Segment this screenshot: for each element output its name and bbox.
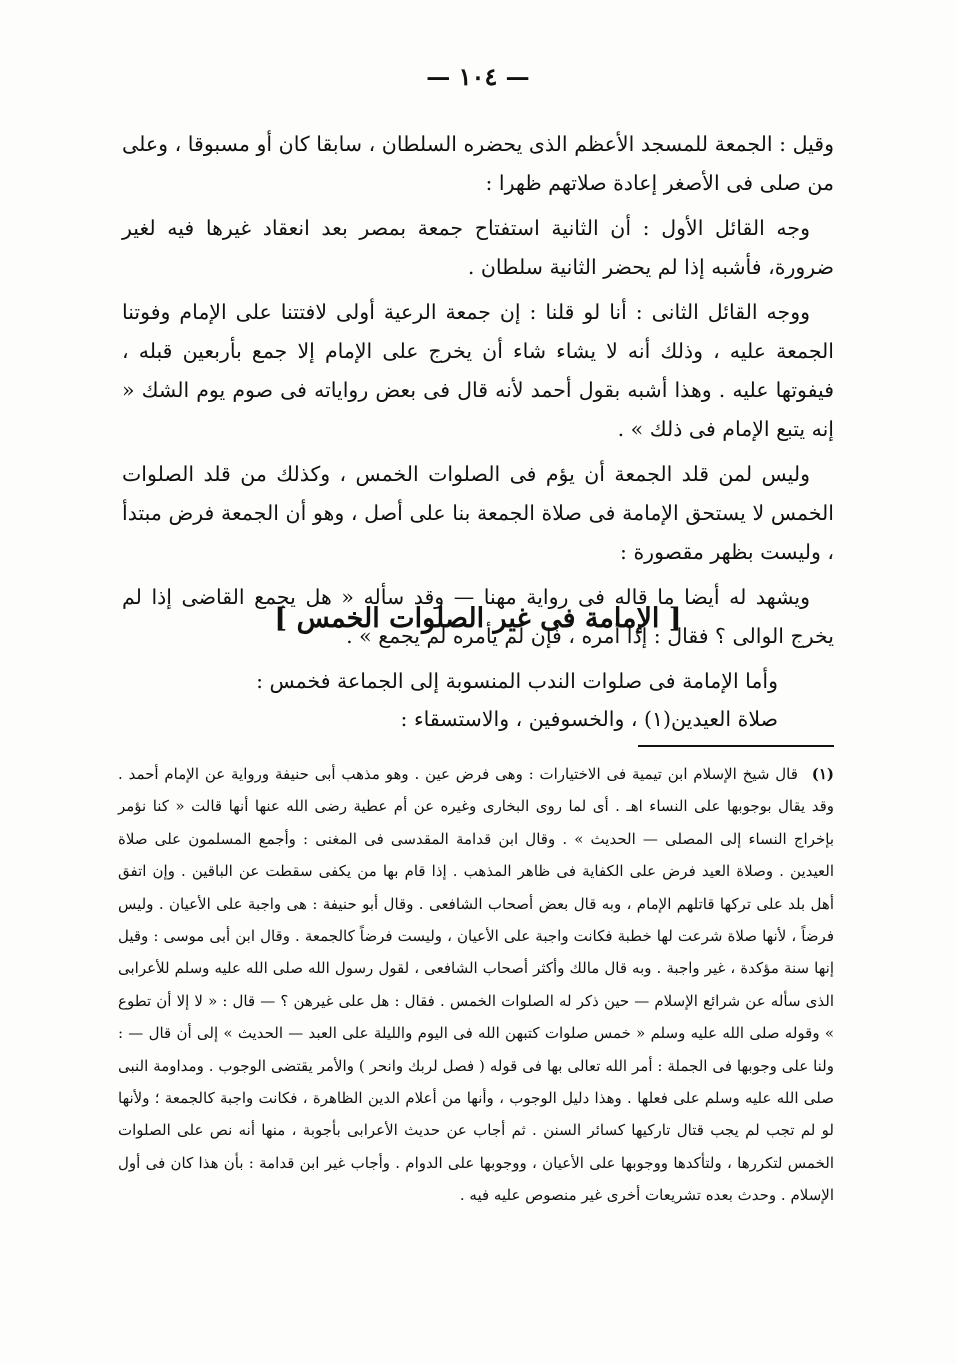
- paragraph: ووجه القائل الثانى : أنا لو قلنا : إن جمعة الرعية أولى لافتتنا على الإمام وفوتنا الجمعة عليه ، وذلك أنه لا يشاء شاء أن يخرج على الإمام إلا جمع بأربعين قبله ، فيفوتها عليه . وهذا أشبه بقول أحمد لأنه قال فى بعض رواياته فى صوم يوم الشك « إنه يتبع الإمام فى ذلك » .: [122, 300, 834, 441]
- section-line: وأما الإمامة فى صلوات الندب المنسوبة إلى الجماعة فخمس :: [256, 669, 778, 693]
- paragraph: وجه القائل الأول : أن الثانية استفتاح جمعة بمصر بعد انعقاد غيرها فيه لغير ضرورة، فأشبه إذا لم يحضر الثانية سلطان .: [122, 216, 834, 279]
- section-body: [122, 662, 778, 738]
- section-line: صلاة العيدين(١) ، والخسوفين ، والاستسقاء :: [400, 707, 778, 731]
- main-text: [122, 125, 834, 662]
- section-heading: [ الإمامة فى غير الصلوات الخمس ]: [274, 603, 682, 634]
- paragraph: وليس لمن قلد الجمعة أن يؤم فى الصلوات الخمس ، وكذلك من قلد الصلوات الخمس لا يستحق الإمامة فى صلاة الجمعة بنا على أصل ، وهو أن الجمعة فرض مبتدأ ، وليست بظهر مقصورة :: [122, 462, 834, 564]
- paragraph: ويشهد له أيضا ما قاله فى رواية مهنا — وقد سأله « هل يجمع القاضى إذا لم يخرج الوالى ؟ فقال : إذا أمره ، فإن لم يأمره لم يجمع » .: [122, 585, 834, 648]
- paragraph: وقيل : الجمعة للمسجد الأعظم الذى يحضره السلطان ، سابقا كان أو مسبوقا ، وعلى من صلى فى الأصغر إعادة صلاتهم ظهرا :: [122, 132, 834, 195]
- footnote-text: قال شيخ الإسلام ابن تيمية فى الاختيارات : وهى فرض عين . وهو مذهب أبى حنيفة ورواية عن الإمام أحمد . وقد يقال بوجوبها على النساء اهـ . أى لما روى البخارى وغيره عن أم عطية رضى الله عنها أنها قالت « كنا نؤمر بإخراج النساء إلى المصلى — الحديث » . وقال ابن قدامة المقدسى فى المغنى : وأجمع المسلمون على صلاة العيدين . وصلاة العيد فرض على الكفاية فى ظاهر المذهب . إذا قام بها من يكفى سقطت عن الباقين . وإن اتفق أهل بلد على تركها قاتلهم الإمام ، وبه قال بعض أصحاب الشافعى . وقال أبو حنيفة : هى واجبة على الأعيان . وليس فرضاً ، لأنها صلاة شرعت لها خطبة فكانت واجبة على الأعيان ، وليست فرضاً كالجمعة . وقال ابن أبى موسى : وقيل إنها سنة مؤكدة ، غير واجبة . وبه قال مالك وأكثر أصحاب الشافعى ، لقول رسول الله صلى الله عليه وسلم للأعرابى الذى سأله عن شرائع الإسلام — حين ذكر له الصلوات الخمس . فقال : هل على غيرهن ؟ — قال : « لا إلا أن تطوع » وقوله صلى الله عليه وسلم « خمس صلوات كتبهن الله فى اليوم والليلة على العبد — الحديث » إلى أن قال — : ولنا على وجوبها فى الجملة : أمر الله تعالى بها فى قوله ( فصل لربك وانحر ) والأمر يقتضى الوجوب . ومداومة النبى صلى الله عليه وسلم على فعلها . وهذا دليل الوجوب ، وأنها من أعلام الدين الظاهرة ، فكانت واجبة كالجمعة ؛ ولأنها لو لم تجب لم يجب قتال تاركيها كسائر السنن . ثم أجاب عن حديث الأعرابى بأجوبة ، منها أنه نص على الصلوات الخمس لتكررها ، ولتأكدها ووجوبها على الأعيان ، ووجوبها على الدوام . وأجاب غير ابن قدامة : بأن هذا كان فى أول الإسلام . وحدث بعده تشريعات أخرى غير منصوص عليه فيه .: [118, 765, 834, 1205]
- page-number: — ١٠٤ —: [426, 62, 530, 91]
- footnote-marker: (١): [811, 765, 834, 783]
- footnote-divider: [638, 745, 834, 747]
- footnote: [118, 758, 834, 1212]
